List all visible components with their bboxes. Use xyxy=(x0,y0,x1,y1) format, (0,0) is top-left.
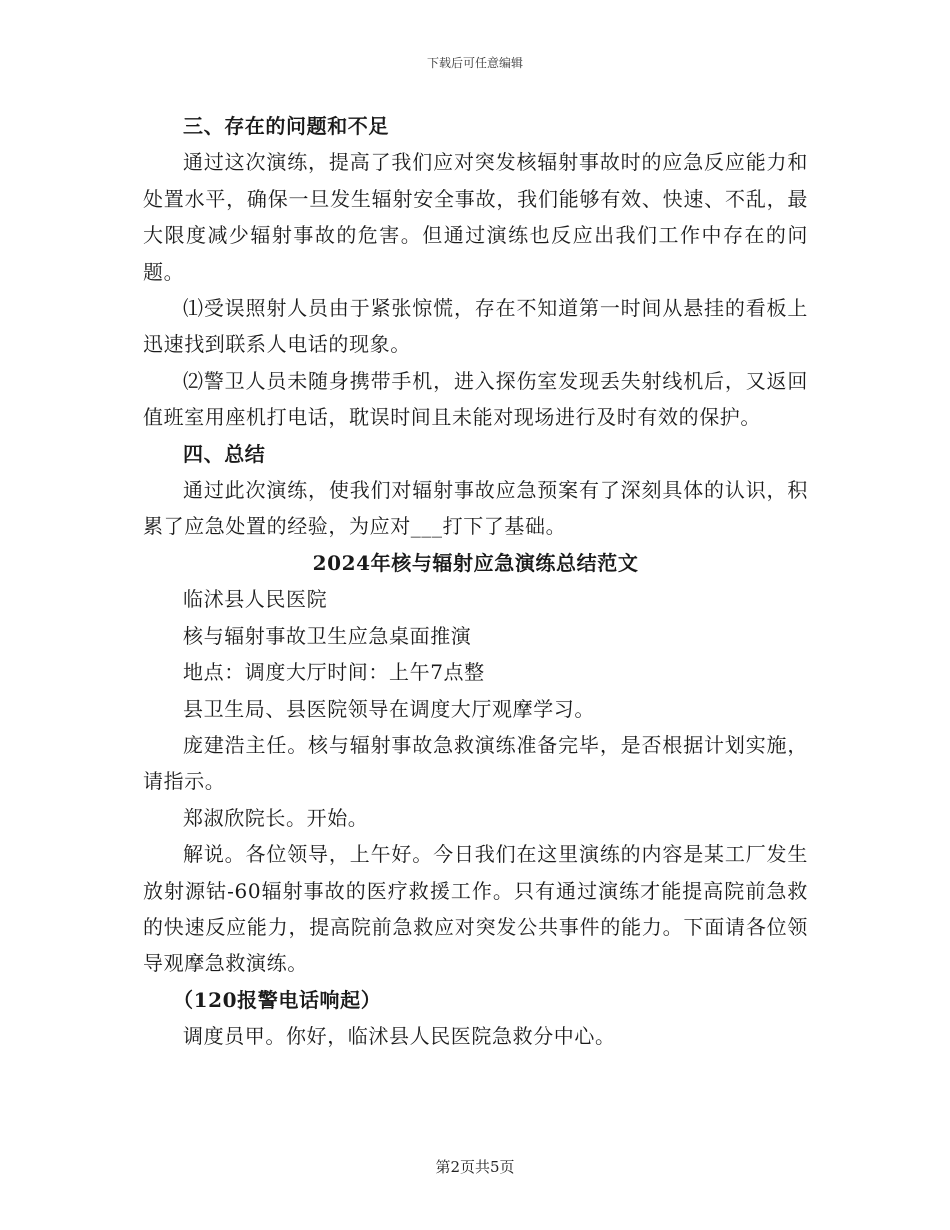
paragraph: 临沭县人民医院 xyxy=(183,587,328,612)
paragraph: 庞建浩主任。核与辐射事故急救演练准备完毕，是否根据计划实施，请指示。 xyxy=(143,732,808,794)
page-header: 下载后可任意编辑 xyxy=(426,56,523,70)
stage-direction: （120报警电话响起） xyxy=(173,987,382,1012)
paragraph: 核与辐射事故卫生应急桌面推演 xyxy=(183,623,472,648)
paragraph: 解说。各位领导，上午好。今日我们在这里演练的内容是某工厂发生放射源钴-60辐射事故的医疗救援工作。只有通过演练才能提高院前急救的快速反应能力，提高院前急救应对突发公共事件的能力。下面请各位领导观摩急救演练。 xyxy=(143,842,808,976)
paragraph: 通过此次演练，使我们对辐射事故应急预案有了深刻具体的认识，积累了应急处置的经验，为应对___打下了基础。 xyxy=(143,478,808,539)
document-body xyxy=(143,108,808,1055)
document-title: 2024年核与辐射应急演练总结范文 xyxy=(312,550,639,575)
paragraph: 地点：调度大厅时间：上午7点整 xyxy=(183,660,485,685)
paragraph: 县卫生局、县医院领导在调度大厅观摩学习。 xyxy=(183,696,595,721)
paragraph: 通过这次演练，提高了我们应对突发核辐射事故时的应急反应能力和处置水平，确保一旦发生辐射安全事故，我们能够有效、快速、不乱，最大限度减少辐射事故的危害。但通过演练也反应出我们工作中存在的问题。 xyxy=(143,150,808,284)
paragraph: 郑淑欣院长。开始。 xyxy=(183,805,369,830)
paragraph: 调度员甲。你好，临沭县人民医院急救分中心。 xyxy=(183,1024,616,1049)
paragraph: ⑴受误照射人员由于紧张惊慌，存在不知道第一时间从悬挂的看板上迅速找到联系人电话的现象。 xyxy=(143,296,808,357)
paragraph: ⑵警卫人员未随身携带手机，进入探伤室发现丢失射线机后，又返回值班室用座机打电话，耽误时间且未能对现场进行及时有效的保护。 xyxy=(143,368,808,430)
page-footer: 第2页共5页 xyxy=(435,1158,515,1176)
section-heading-problems: 三、存在的问题和不足 xyxy=(183,114,389,138)
section-heading-summary: 四、总结 xyxy=(183,441,266,466)
